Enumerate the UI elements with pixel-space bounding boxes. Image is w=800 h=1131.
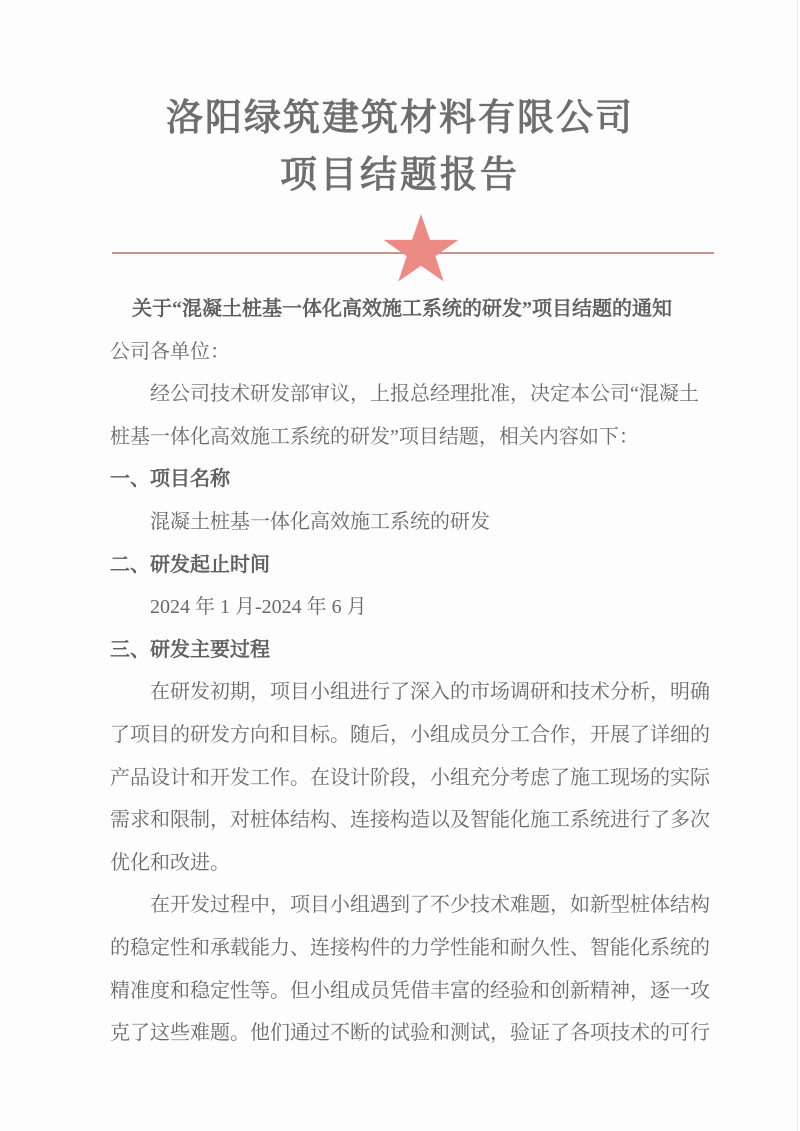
section-2-content: 2024 年 1 月-2024 年 6 月 xyxy=(150,596,367,619)
star-icon xyxy=(382,214,460,288)
report-title: 项目结题报告 xyxy=(280,154,520,196)
salutation: 公司各单位： xyxy=(110,340,230,363)
paragraph-line: 精准度和稳定性等。但小组成员凭借丰富的经验和创新精神，逐一攻 xyxy=(110,979,710,1002)
document-body xyxy=(110,288,710,1055)
intro-paragraph-line: 桩基一体化高效施工系统的研发”项目结题，相关内容如下： xyxy=(110,425,639,448)
intro-paragraph-line: 经公司技术研发部审议，上报总经理批准，决定本公司“混凝土 xyxy=(150,383,699,406)
company-title: 洛阳绿筑建筑材料有限公司 xyxy=(166,98,634,139)
paragraph-line: 在研发初期，项目小组进行了深入的市场调研和技术分析，明确 xyxy=(150,681,710,704)
section-heading-2: 二、研发起止时间 xyxy=(110,553,270,576)
paragraph-line: 了项目的研发方向和目标。随后，小组成员分工合作，开展了详细的 xyxy=(110,723,710,746)
section-heading-1: 一、项目名称 xyxy=(110,468,230,491)
section-1-content: 混凝土桩基一体化高效施工系统的研发 xyxy=(150,510,490,533)
paragraph-line: 优化和改进。 xyxy=(110,851,230,874)
section-heading-3: 三、研发主要过程 xyxy=(110,638,270,661)
paragraph-line: 在开发过程中，项目小组遇到了不少技术难题，如新型桩体结构 xyxy=(150,894,710,917)
paragraph-line: 的稳定性和承载能力、连接构件的力学性能和耐久性、智能化系统的 xyxy=(110,936,710,959)
paragraph-line: 需求和限制，对桩体结构、连接构造以及智能化施工系统进行了多次 xyxy=(110,809,710,832)
paragraph-line: 产品设计和开发工作。在设计阶段，小组充分考虑了施工现场的实际 xyxy=(110,766,710,789)
paragraph-line: 克了这些难题。他们通过不断的试验和测试，验证了各项技术的可行 xyxy=(110,1022,710,1045)
notice-heading: 关于“混凝土桩基一体化高效施工系统的研发”项目结题的通知 xyxy=(132,298,672,320)
document-header xyxy=(0,98,800,197)
